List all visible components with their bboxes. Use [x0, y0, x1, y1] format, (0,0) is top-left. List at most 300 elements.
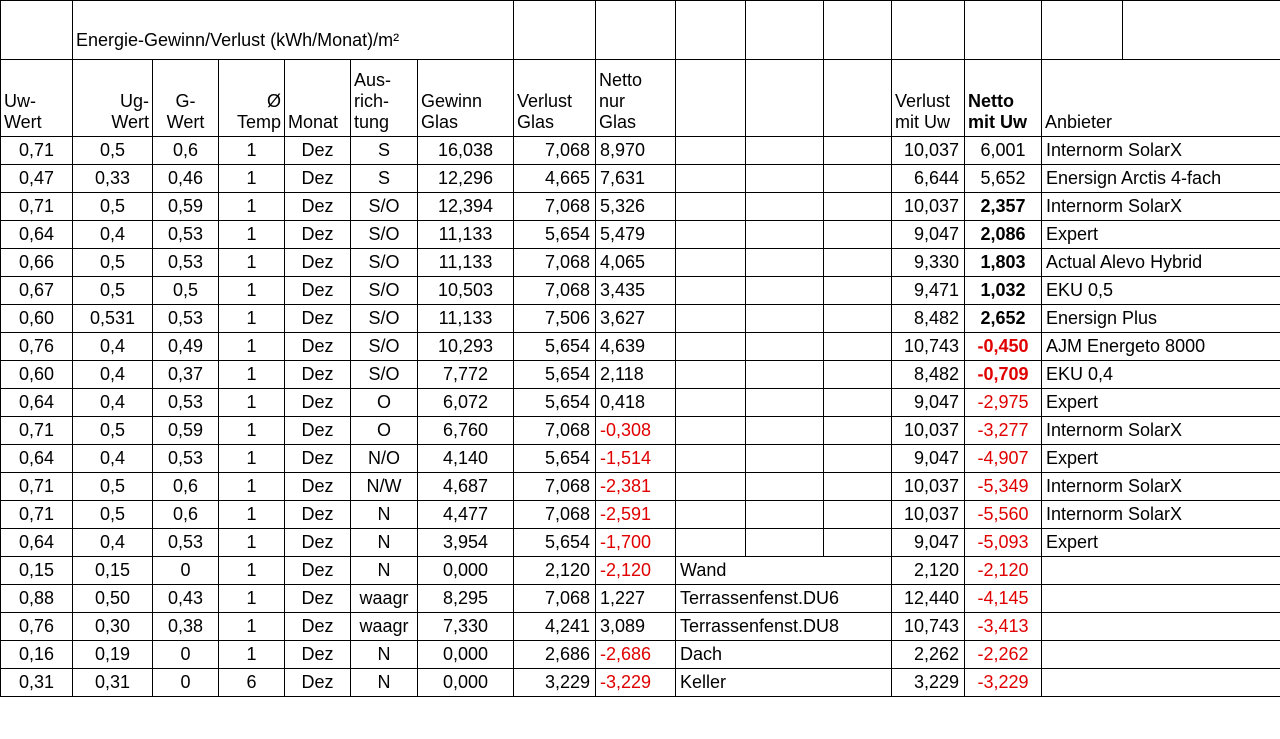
cell-monat: Dez — [285, 221, 351, 249]
cell-anbieter: AJM Energeto 8000 — [1042, 333, 1280, 361]
cell-uw: 0,47 — [1, 165, 73, 193]
cell-verlust: 7,068 — [514, 501, 596, 529]
cell-verlust: 5,654 — [514, 333, 596, 361]
cell-anbieter: Expert — [1042, 529, 1280, 557]
cell-ug: 0,531 — [73, 305, 153, 333]
cell-anbieter: Internorm SolarX — [1042, 137, 1280, 165]
table-title: Energie-Gewinn/Verlust (kWh/Monat)/m² — [73, 1, 418, 60]
cell-empty — [746, 221, 824, 249]
cell-verlust-uw: 9,471 — [892, 277, 965, 305]
cell-verlust: 7,068 — [514, 417, 596, 445]
cell-note: Terrassenfenst.DU8 — [676, 613, 892, 641]
cell-empty — [676, 333, 746, 361]
cell-monat: Dez — [285, 333, 351, 361]
table-row — [1, 501, 1280, 529]
cell-gewinn: 11,133 — [418, 305, 514, 333]
cell-netto: 3,435 — [596, 277, 676, 305]
table-row — [1, 361, 1280, 389]
cell-verlust: 4,241 — [514, 613, 596, 641]
cell-verlust: 5,654 — [514, 389, 596, 417]
cell-verlust-uw: 2,120 — [892, 557, 965, 585]
cell-monat: Dez — [285, 473, 351, 501]
cell-uw: 0,71 — [1, 193, 73, 221]
cell-verlust-uw: 10,743 — [892, 333, 965, 361]
cell-g: 0 — [153, 641, 219, 669]
cell-uw: 0,66 — [1, 249, 73, 277]
cell-temp: 1 — [219, 165, 285, 193]
cell-ausrichtung: O — [351, 417, 418, 445]
cell-empty — [824, 221, 892, 249]
cell-uw: 0,60 — [1, 361, 73, 389]
cell-temp: 1 — [219, 557, 285, 585]
cell-ausrichtung: S/O — [351, 249, 418, 277]
cell-empty — [746, 417, 824, 445]
cell-ug: 0,5 — [73, 193, 153, 221]
cell-anbieter: Expert — [1042, 389, 1280, 417]
cell-verlust: 4,665 — [514, 165, 596, 193]
cell-verlust-uw: 9,047 — [892, 221, 965, 249]
cell-uw: 0,71 — [1, 137, 73, 165]
cell-anbieter: Expert — [1042, 221, 1280, 249]
table-row — [1, 249, 1280, 277]
cell-ug: 0,4 — [73, 333, 153, 361]
cell-empty — [824, 389, 892, 417]
cell-empty — [746, 445, 824, 473]
cell-ug: 0,19 — [73, 641, 153, 669]
cell-monat: Dez — [285, 641, 351, 669]
cell-empty — [746, 501, 824, 529]
cell-netto: 5,326 — [596, 193, 676, 221]
cell-verlust: 7,068 — [514, 585, 596, 613]
cell-ausrichtung: S/O — [351, 333, 418, 361]
cell-netto: -2,381 — [596, 473, 676, 501]
cell-ausrichtung: N/W — [351, 473, 418, 501]
cell-gewinn: 7,330 — [418, 613, 514, 641]
cell-monat: Dez — [285, 613, 351, 641]
header-anbieter: Anbieter — [1042, 60, 1280, 137]
cell-monat: Dez — [285, 277, 351, 305]
table-row — [1, 389, 1280, 417]
cell-ug: 0,5 — [73, 137, 153, 165]
cell-netto: 7,631 — [596, 165, 676, 193]
cell-empty — [824, 137, 892, 165]
cell-verlust-uw: 10,037 — [892, 501, 965, 529]
cell-g: 0,53 — [153, 249, 219, 277]
cell-monat: Dez — [285, 249, 351, 277]
cell-netto: 2,118 — [596, 361, 676, 389]
cell-netto-uw: -3,277 — [965, 417, 1042, 445]
cell-g: 0,53 — [153, 529, 219, 557]
cell-empty — [676, 445, 746, 473]
table-row — [1, 221, 1280, 249]
cell-netto: 8,970 — [596, 137, 676, 165]
cell-anbieter — [1042, 585, 1280, 613]
cell-temp: 6 — [219, 669, 285, 697]
cell-gewinn: 3,954 — [418, 529, 514, 557]
cell-temp: 1 — [219, 417, 285, 445]
cell-netto: -2,591 — [596, 501, 676, 529]
cell-empty — [824, 445, 892, 473]
cell-monat: Dez — [285, 529, 351, 557]
cell-g: 0,59 — [153, 193, 219, 221]
header-verlust: Verlust Glas — [514, 60, 596, 137]
cell-g: 0,53 — [153, 389, 219, 417]
cell-anbieter — [1042, 557, 1280, 585]
cell-gewinn: 0,000 — [418, 669, 514, 697]
cell-ug: 0,4 — [73, 389, 153, 417]
cell-gewinn: 0,000 — [418, 557, 514, 585]
header-uw: Uw- Wert — [1, 60, 73, 137]
cell-netto: 0,418 — [596, 389, 676, 417]
cell-note: Keller — [676, 669, 892, 697]
cell-g: 0,46 — [153, 165, 219, 193]
cell-anbieter: Actual Alevo Hybrid — [1042, 249, 1280, 277]
table-row — [1, 613, 1280, 641]
cell-netto-uw: -5,560 — [965, 501, 1042, 529]
cell-verlust-uw: 10,037 — [892, 193, 965, 221]
table-row — [1, 277, 1280, 305]
cell-empty — [676, 221, 746, 249]
cell-ug: 0,50 — [73, 585, 153, 613]
cell-ausrichtung: S/O — [351, 193, 418, 221]
cell-netto-uw: 2,357 — [965, 193, 1042, 221]
cell-empty — [676, 305, 746, 333]
cell-netto-uw: -5,349 — [965, 473, 1042, 501]
cell-empty — [676, 389, 746, 417]
cell-ausrichtung: N — [351, 669, 418, 697]
cell-empty — [824, 305, 892, 333]
cell-verlust: 7,068 — [514, 193, 596, 221]
cell-empty — [824, 193, 892, 221]
cell-verlust-uw: 8,482 — [892, 305, 965, 333]
cell-ug: 0,5 — [73, 277, 153, 305]
table-row — [1, 165, 1280, 193]
cell-verlust-uw: 9,330 — [892, 249, 965, 277]
cell-temp: 1 — [219, 641, 285, 669]
header-netto-uw: Netto mit Uw — [965, 60, 1042, 137]
cell-monat: Dez — [285, 361, 351, 389]
cell-ug: 0,31 — [73, 669, 153, 697]
cell-ausrichtung: waagr — [351, 585, 418, 613]
cell-temp: 1 — [219, 529, 285, 557]
cell-verlust: 7,506 — [514, 305, 596, 333]
cell-empty — [676, 277, 746, 305]
cell-anbieter — [1042, 669, 1280, 697]
table-row — [1, 445, 1280, 473]
cell-anbieter: EKU 0,4 — [1042, 361, 1280, 389]
cell-netto: 3,089 — [596, 613, 676, 641]
cell-verlust: 5,654 — [514, 445, 596, 473]
cell-netto-uw: -0,709 — [965, 361, 1042, 389]
cell-g: 0,37 — [153, 361, 219, 389]
cell-gewinn: 4,140 — [418, 445, 514, 473]
cell-ausrichtung: S — [351, 137, 418, 165]
cell-netto-uw: -3,413 — [965, 613, 1042, 641]
cell-g: 0,49 — [153, 333, 219, 361]
cell-temp: 1 — [219, 585, 285, 613]
cell-temp: 1 — [219, 473, 285, 501]
cell-ausrichtung: O — [351, 389, 418, 417]
cell-anbieter: Enersign Plus — [1042, 305, 1280, 333]
header-monat: Monat — [285, 60, 351, 137]
cell-netto-uw: 5,652 — [965, 165, 1042, 193]
header-gewinn: Gewinn Glas — [418, 60, 514, 137]
cell-verlust-uw: 10,743 — [892, 613, 965, 641]
cell-empty — [746, 361, 824, 389]
cell-ug: 0,30 — [73, 613, 153, 641]
cell-gewinn: 10,293 — [418, 333, 514, 361]
cell-empty — [824, 277, 892, 305]
cell-netto-uw: -0,450 — [965, 333, 1042, 361]
cell-monat: Dez — [285, 501, 351, 529]
cell-verlust: 7,068 — [514, 249, 596, 277]
cell-empty — [746, 333, 824, 361]
cell-g: 0,6 — [153, 501, 219, 529]
cell-verlust: 2,120 — [514, 557, 596, 585]
cell-empty — [746, 305, 824, 333]
cell-empty — [746, 193, 824, 221]
cell-g: 0,53 — [153, 445, 219, 473]
cell-ausrichtung: N/O — [351, 445, 418, 473]
cell-monat: Dez — [285, 445, 351, 473]
cell-uw: 0,64 — [1, 389, 73, 417]
cell-gewinn: 16,038 — [418, 137, 514, 165]
table-row — [1, 333, 1280, 361]
table-row — [1, 137, 1280, 165]
table-row — [1, 641, 1280, 669]
cell-verlust: 2,686 — [514, 641, 596, 669]
cell-netto-uw: 2,086 — [965, 221, 1042, 249]
cell-empty — [746, 249, 824, 277]
cell-monat: Dez — [285, 417, 351, 445]
cell-empty — [676, 417, 746, 445]
cell-temp: 1 — [219, 361, 285, 389]
table-row — [1, 557, 1280, 585]
cell-empty — [676, 361, 746, 389]
cell-gewinn: 12,296 — [418, 165, 514, 193]
cell-netto: 3,627 — [596, 305, 676, 333]
cell-empty — [824, 501, 892, 529]
cell-uw: 0,71 — [1, 473, 73, 501]
cell-netto-uw: -2,975 — [965, 389, 1042, 417]
cell-empty — [824, 249, 892, 277]
cell-verlust: 7,068 — [514, 277, 596, 305]
cell-empty — [676, 473, 746, 501]
cell-verlust-uw: 3,229 — [892, 669, 965, 697]
cell-empty — [824, 417, 892, 445]
cell-uw: 0,76 — [1, 333, 73, 361]
cell-monat: Dez — [285, 389, 351, 417]
cell-empty — [676, 249, 746, 277]
cell-verlust: 5,654 — [514, 361, 596, 389]
cell-g: 0,5 — [153, 277, 219, 305]
cell-netto: -2,686 — [596, 641, 676, 669]
cell-ug: 0,5 — [73, 501, 153, 529]
corner-cell — [1, 1, 73, 60]
cell-temp: 1 — [219, 613, 285, 641]
cell-empty — [824, 333, 892, 361]
header-ausrichtung: Aus- rich- tung — [351, 60, 418, 137]
cell-ug: 0,4 — [73, 445, 153, 473]
cell-gewinn: 8,295 — [418, 585, 514, 613]
cell-empty — [824, 165, 892, 193]
table-row — [1, 193, 1280, 221]
header-verlust-uw: Verlust mit Uw — [892, 60, 965, 137]
cell-netto-uw: -2,120 — [965, 557, 1042, 585]
cell-netto-uw: 6,001 — [965, 137, 1042, 165]
cell-uw: 0,71 — [1, 417, 73, 445]
cell-netto: -1,514 — [596, 445, 676, 473]
cell-verlust: 3,229 — [514, 669, 596, 697]
cell-uw: 0,71 — [1, 501, 73, 529]
cell-verlust-uw: 9,047 — [892, 445, 965, 473]
cell-netto: -1,700 — [596, 529, 676, 557]
cell-gewinn: 6,760 — [418, 417, 514, 445]
cell-empty — [746, 137, 824, 165]
cell-uw: 0,67 — [1, 277, 73, 305]
cell-netto-uw: 1,032 — [965, 277, 1042, 305]
cell-verlust-uw: 6,644 — [892, 165, 965, 193]
cell-uw: 0,76 — [1, 613, 73, 641]
cell-ausrichtung: waagr — [351, 613, 418, 641]
cell-verlust-uw: 9,047 — [892, 529, 965, 557]
cell-temp: 1 — [219, 221, 285, 249]
cell-g: 0,53 — [153, 221, 219, 249]
cell-empty — [746, 473, 824, 501]
cell-ug: 0,5 — [73, 473, 153, 501]
cell-temp: 1 — [219, 445, 285, 473]
cell-gewinn: 0,000 — [418, 641, 514, 669]
cell-gewinn: 4,687 — [418, 473, 514, 501]
cell-empty — [676, 165, 746, 193]
cell-verlust: 5,654 — [514, 529, 596, 557]
cell-ausrichtung: S/O — [351, 221, 418, 249]
cell-note: Wand — [676, 557, 892, 585]
cell-empty — [824, 529, 892, 557]
table-row — [1, 417, 1280, 445]
cell-gewinn: 11,133 — [418, 221, 514, 249]
cell-ug: 0,4 — [73, 361, 153, 389]
cell-netto: -0,308 — [596, 417, 676, 445]
cell-g: 0,43 — [153, 585, 219, 613]
cell-monat: Dez — [285, 165, 351, 193]
cell-uw: 0,31 — [1, 669, 73, 697]
cell-temp: 1 — [219, 249, 285, 277]
cell-temp: 1 — [219, 389, 285, 417]
cell-ug: 0,5 — [73, 417, 153, 445]
cell-verlust: 7,068 — [514, 137, 596, 165]
cell-temp: 1 — [219, 305, 285, 333]
cell-netto: 5,479 — [596, 221, 676, 249]
cell-g: 0,59 — [153, 417, 219, 445]
cell-uw: 0,64 — [1, 221, 73, 249]
cell-empty — [824, 473, 892, 501]
cell-anbieter: Internorm SolarX — [1042, 417, 1280, 445]
cell-netto: -3,229 — [596, 669, 676, 697]
cell-anbieter: Internorm SolarX — [1042, 193, 1280, 221]
cell-empty — [746, 529, 824, 557]
cell-g: 0 — [153, 669, 219, 697]
cell-gewinn: 11,133 — [418, 249, 514, 277]
cell-empty — [676, 137, 746, 165]
cell-empty — [746, 165, 824, 193]
cell-temp: 1 — [219, 277, 285, 305]
header-temp: Ø Temp — [219, 60, 285, 137]
cell-note: Dach — [676, 641, 892, 669]
cell-uw: 0,64 — [1, 529, 73, 557]
cell-gewinn: 10,503 — [418, 277, 514, 305]
cell-empty — [676, 501, 746, 529]
cell-g: 0,38 — [153, 613, 219, 641]
cell-temp: 1 — [219, 501, 285, 529]
cell-netto-uw: 1,803 — [965, 249, 1042, 277]
cell-ausrichtung: S — [351, 165, 418, 193]
cell-gewinn: 12,394 — [418, 193, 514, 221]
cell-monat: Dez — [285, 557, 351, 585]
cell-empty — [824, 361, 892, 389]
cell-empty — [676, 529, 746, 557]
cell-ausrichtung: S/O — [351, 277, 418, 305]
table-row — [1, 585, 1280, 613]
cell-temp: 1 — [219, 193, 285, 221]
header-ug: Ug- Wert — [73, 60, 153, 137]
cell-ausrichtung: N — [351, 529, 418, 557]
cell-g: 0,53 — [153, 305, 219, 333]
cell-anbieter: Internorm SolarX — [1042, 473, 1280, 501]
cell-ug: 0,5 — [73, 249, 153, 277]
cell-verlust-uw: 2,262 — [892, 641, 965, 669]
cell-g: 0,6 — [153, 137, 219, 165]
table-row — [1, 305, 1280, 333]
cell-netto-uw: -4,907 — [965, 445, 1042, 473]
cell-monat: Dez — [285, 193, 351, 221]
cell-empty — [746, 277, 824, 305]
cell-uw: 0,60 — [1, 305, 73, 333]
cell-anbieter — [1042, 613, 1280, 641]
cell-anbieter: Enersign Arctis 4-fach — [1042, 165, 1280, 193]
cell-monat: Dez — [285, 585, 351, 613]
cell-g: 0 — [153, 557, 219, 585]
cell-verlust-uw: 9,047 — [892, 389, 965, 417]
cell-gewinn: 4,477 — [418, 501, 514, 529]
cell-uw: 0,88 — [1, 585, 73, 613]
cell-ug: 0,15 — [73, 557, 153, 585]
cell-note: Terrassenfenst.DU6 — [676, 585, 892, 613]
cell-verlust-uw: 10,037 — [892, 137, 965, 165]
cell-anbieter: Internorm SolarX — [1042, 501, 1280, 529]
header-g: G- Wert — [153, 60, 219, 137]
cell-temp: 1 — [219, 333, 285, 361]
cell-anbieter: EKU 0,5 — [1042, 277, 1280, 305]
cell-uw: 0,16 — [1, 641, 73, 669]
cell-ausrichtung: S/O — [351, 361, 418, 389]
cell-anbieter — [1042, 641, 1280, 669]
cell-ausrichtung: N — [351, 557, 418, 585]
cell-netto: 1,227 — [596, 585, 676, 613]
cell-monat: Dez — [285, 137, 351, 165]
cell-gewinn: 7,772 — [418, 361, 514, 389]
cell-empty — [746, 389, 824, 417]
cell-netto: 4,065 — [596, 249, 676, 277]
cell-ausrichtung: S/O — [351, 305, 418, 333]
cell-netto-uw: 2,652 — [965, 305, 1042, 333]
cell-verlust: 7,068 — [514, 473, 596, 501]
table-row — [1, 529, 1280, 557]
cell-ausrichtung: N — [351, 501, 418, 529]
cell-uw: 0,15 — [1, 557, 73, 585]
cell-monat: Dez — [285, 669, 351, 697]
cell-ausrichtung: N — [351, 641, 418, 669]
